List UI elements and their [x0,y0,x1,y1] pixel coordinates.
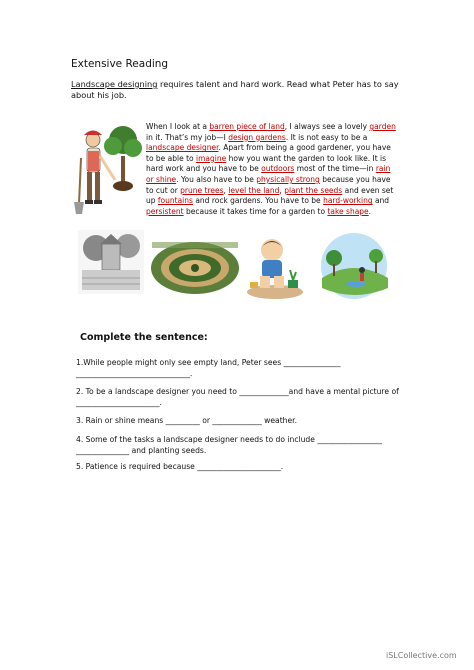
key-phrase: take shape [327,206,369,216]
key-phrase: barren piece of land [209,122,285,131]
key-phrase: landscape designer [146,143,219,153]
intro-rest: requires talent and hard work. Read what Peter has to say about his job. [71,79,399,100]
classic-garden-engraving [78,230,144,294]
passage-text: in it. That’s my job—I [146,132,229,142]
passage-text: because it takes time for a garden to [183,206,328,216]
key-phrase: level the land [228,185,280,195]
key-phrase: persistent [146,206,184,216]
key-phrase: rain or shine [146,164,391,184]
key-phrase: fountains [157,196,193,206]
landscape-scene-illustration [312,230,396,300]
question-3: 3. Rain or shine means _________ or _____________ weather. [76,416,298,425]
passage-text: most of the time—in [294,164,376,174]
key-phrase: prune trees [180,185,224,195]
exercise-heading: Complete the sentence: [80,332,208,343]
worksheet-title: Extensive Reading [71,58,169,70]
question-5: 5. Patience is required because ______________________. [76,462,284,471]
passage-text: When I look at a [146,122,210,131]
passage-text: . [368,206,372,216]
key-phrase: physically strong [256,174,320,184]
passage-text: . Apart from being a good gardener, you have to be able to [146,143,391,163]
passage-text: , [223,185,229,195]
question-2: 2. To be a landscape designer you need to _____________and have a mental picture of ______________________. [76,387,399,407]
key-phrase: hard-working [323,196,373,206]
passage-text: , I always see a lovely [284,122,370,131]
key-phrase: imagine [196,153,227,163]
key-phrase: outdoors [261,164,295,174]
passage-text: how you want the garden to look like. It is hard work and you have to be [146,153,387,174]
intro-underlined-term: Landscape designing [71,79,158,89]
passage-text: . You also have to be [176,174,257,184]
question-1: 1.While people might only see empty land, Peter sees _______________ ______________________________. [76,358,341,378]
child-planting-illustration [244,230,306,300]
question-4: 4. Some of the tasks a landscape designer needs to do include _________________ ______________ and planting seeds. [76,435,382,455]
passage-text: and [372,196,390,206]
passage-text: and rock gardens. You have to be [192,196,324,206]
intro-text [71,79,401,100]
formal-garden-maze-photo [150,232,240,296]
key-phrase: garden [369,122,396,131]
passage-text: because you have to cut or [146,174,391,195]
key-phrase: plant the seeds [284,185,343,195]
footer-watermark: iSLCollective.com [386,651,457,660]
passage-text: . It is not easy to be a [285,132,368,142]
reading-passage [146,122,396,217]
key-phrase: design gardens [228,132,286,142]
passage-text: , [279,185,285,195]
gardener-illustration [71,118,145,218]
passage-text: and even set up [146,185,394,206]
